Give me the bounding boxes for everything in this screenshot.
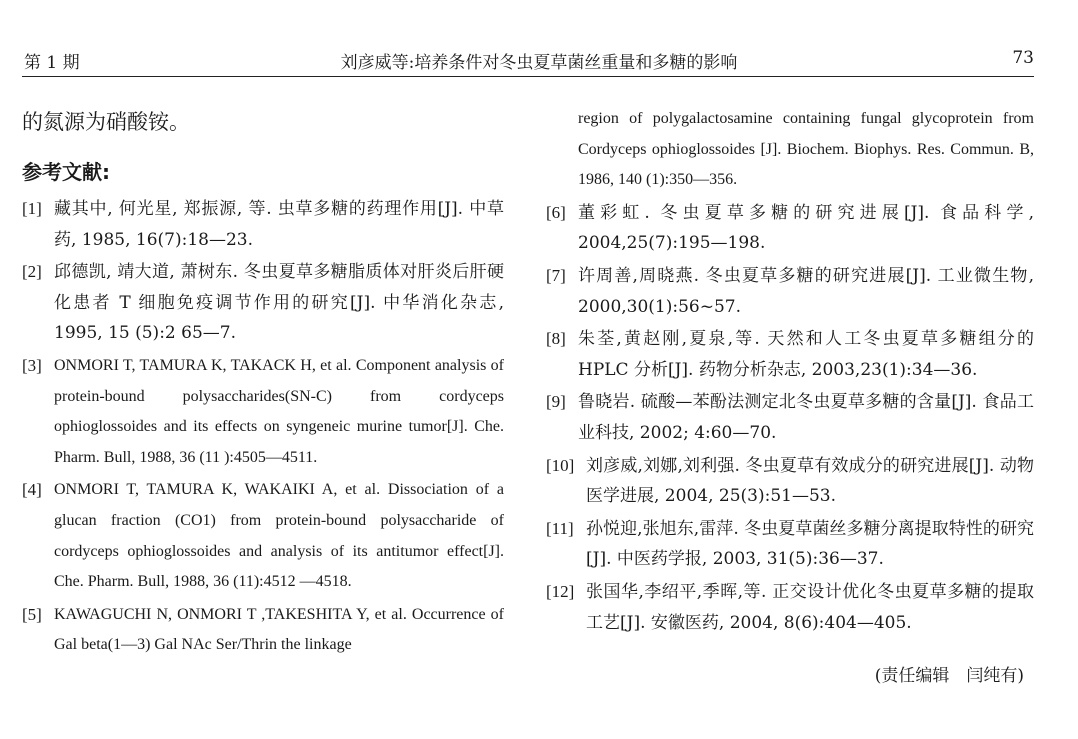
right-column: [546, 110, 1034, 638]
reference-item: [546, 451, 1034, 512]
reference-number: [6]: [546, 202, 566, 222]
intro-text: 的氮源为硝酸铵。: [22, 110, 190, 134]
reference-item: [546, 577, 1034, 638]
reference-text: 朱荃,黄赵刚,夏泉,等. 天然和人工冬虫夏草多糖组分的 HPLC 分析[J]. 药物分析杂志, 2003,23(1):34—36.: [578, 329, 1034, 380]
reference-text: 许周善,周晓燕. 冬虫夏草多糖的研究进展[J]. 工业微生物, 2000,30(1):56~57.: [578, 265, 1034, 317]
reference-item: [22, 257, 504, 349]
left-column: [22, 104, 504, 661]
editor-note: (责任编辑 闫纯有): [874, 666, 1024, 686]
reference-text: 鲁晓岩. 硫酸—苯酚法测定北冬虫夏草多糖的含量[J]. 食品工业科技, 2002; 4:60—70.: [578, 392, 1034, 443]
reference-number: [10]: [546, 455, 575, 475]
reference-text: 藏其中, 何光星, 郑振源, 等. 虫草多糖的药理作用[J]. 中草药, 1985, 16(7):18—23.: [54, 199, 504, 250]
reference-item: [22, 351, 504, 473]
reference-item: [546, 514, 1034, 575]
reference-text: 邱德凯, 靖大道, 萧树东. 冬虫夏草多糖脂质体对肝炎后肝硬化患者 T 细胞免疫调节作用的研究[J]. 中华消化杂志, 1995, 15 (5):2 65—7.: [54, 262, 504, 344]
reference-item: [22, 194, 504, 255]
reference-number: [12]: [546, 581, 575, 601]
page-number: 73: [1012, 48, 1034, 68]
reference-continuation: region of polygalactosamine containing fungal glycoprotein from Cordyceps ophioglossoides [J]. Biochem. Biophys. Res. Commun. B, 1986, 140 (1):350—356.: [578, 110, 1034, 189]
reference-number: [3]: [22, 355, 42, 375]
reference-text: 刘彦威,刘娜,刘利强. 冬虫夏草有效成分的研究进展[J]. 动物医学进展, 2004, 25(3):51—53.: [586, 455, 1034, 507]
reference-text: ONMORI T, TAMURA K, TAKACK H, et al. Component analysis of protein-bound polysaccharides(SN-C) from cordyceps ophioglossoides and its effects on syngeneic murine tumor[J]. Che. Pharm. Bull, 1988, 36 (11 ):4505—4511.: [54, 356, 504, 466]
reference-item: [22, 475, 504, 597]
reference-item: [546, 324, 1034, 385]
reference-item: [546, 198, 1034, 259]
reference-text: KAWAGUCHI N, ONMORI T ,TAKESHITA Y, et al. Occurrence of Gal beta(1—3) Gal NAc Ser/Thrin the linkage: [54, 605, 504, 654]
reference-text: 张国华,李绍平,季晖,等. 正交设计优化冬虫夏草多糖的提取工艺[J]. 安徽医药, 2004, 8(6):404—405.: [586, 581, 1034, 633]
reference-number: [9]: [546, 392, 566, 412]
reference-number: [7]: [546, 265, 566, 285]
reference-number: [8]: [546, 329, 566, 349]
references-title: 参考文献:: [22, 160, 110, 184]
reference-text: ONMORI T, TAMURA K, WAKAIKI A, et al. Dissociation of a glucan fraction (CO1) from protein-bound polysaccharide of cordyceps ophioglossoides and analysis of its antitumor effect[J]. Che. Pharm. Bull, 1988, 36 (11):4512 —4518.: [54, 481, 504, 591]
reference-text: 孙悦迎,张旭东,雷萍. 冬虫夏草菌丝多糖分离提取特性的研究[J]. 中医药学报, 2003, 31(5):36—37.: [586, 518, 1034, 570]
reference-number: [5]: [22, 604, 42, 624]
reference-number: [4]: [22, 480, 42, 500]
reference-number: [1]: [22, 199, 42, 218]
header-title: 刘彦威等:培养条件对冬虫夏草菌丝重量和多糖的影响: [340, 53, 738, 73]
reference-number: [2]: [22, 262, 42, 282]
reference-item: [22, 600, 504, 661]
header-rule: [22, 76, 1034, 77]
reference-number: [11]: [546, 518, 574, 538]
reference-item: [546, 261, 1034, 322]
reference-item: [546, 387, 1034, 448]
header-issue: 第 1 期: [24, 53, 80, 73]
reference-text: 董彩虹. 冬虫夏草多糖的研究进展[J]. 食品科学, 2004,25(7):195—198.: [578, 202, 1034, 254]
